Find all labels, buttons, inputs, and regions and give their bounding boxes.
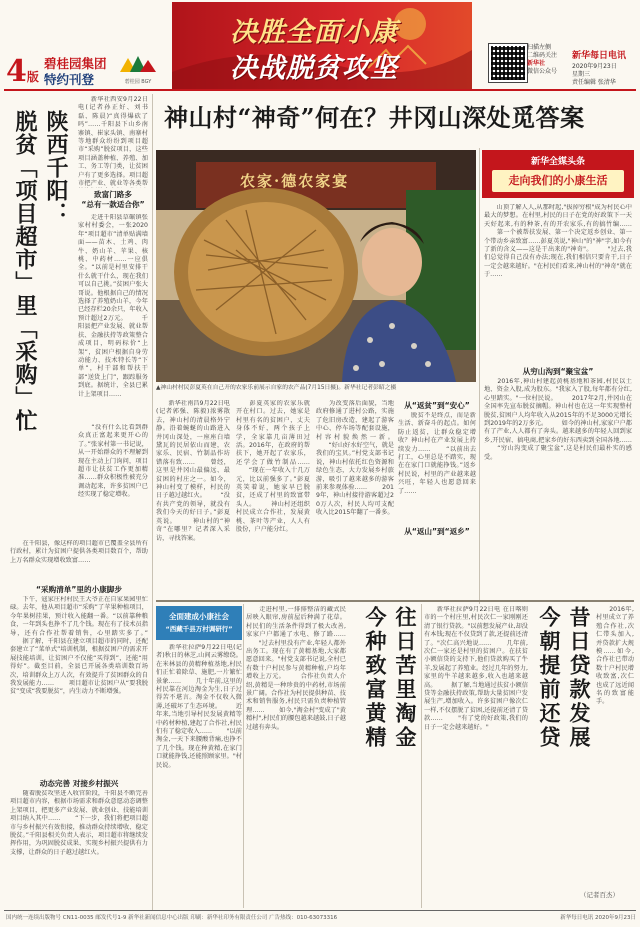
column-brand: 新华全媒头条: [530, 157, 585, 167]
left-story-body-2: “没有什么比看到群众真正富起来更开心的了。”张家村第一书记说，从一开始群众的不理解到现在主动上门询问，项目超市让扶贫工作更加精准……群众积极性被充分调动起来，许多贫困户已经实现了稳定增收。: [78, 424, 148, 499]
left-subhead-2: “采购清单”里的小康脚步: [36, 585, 122, 594]
qr-caption: 扫描左侧 二维码关注 新华社 微信公众号: [527, 44, 558, 75]
left-story-body-3: 在千阳县，像这样的项目超市已覆盖全县所有行政村，累计为贫困户提供各类项目数百个，帮助上万名群众实现增收致富……: [10, 540, 148, 564]
main-story-col-4: 脱贫不是终点，而是新生活、新奋斗的起点。如何防止返贫，让群众稳定增收？神山村在产业发展上持续发力…… “以前出去打工，心里总是不踏实，现在在家门口就能挣钱。”返乡村民说，村里的产业越来越兴旺，年轻人也愿意回来了……: [398, 412, 476, 495]
left-column-divider: [152, 94, 153, 910]
left-subhead-1: 致富门路多 “总有一款适合你”: [81, 190, 145, 209]
main-subhead-2: 从“返山”到“返乡”: [404, 527, 470, 536]
left-subhead-3: 动态完善 对接乡村振兴: [39, 779, 119, 788]
bottom-col-3: 新华社拉萨9月22日电 在日喀则市的一个村庄里,村民次仁一家刚刚还清了银行贷款。"以前想发展产业,却没有本钱;现在不仅贷到了款,还提前还清了。"次仁高兴地说…… 几年前,次仁一家还是村里的贫困户。在扶贫小额信贷的支持下,他们贷款购买了牛羊,发展起了养殖业。经过几年的努力,家里的牛羊越来越多,收入也越来越高。 据了解,当地通过扶贫小额信贷等金融扶持政策,帮助大量贫困户发展生产,增加收入。许多贫困户像次仁一样,不仅摆脱了贫困,还提前还清了贷款…… "有了党的好政策,我们的日子一定会越来越好。": [424, 606, 528, 731]
bottom-band-rule: [156, 600, 634, 602]
right-box-text-2: 2016年,神山村建起黄桃基地和茶园,村民以土地、资金入股,成为股东。"我家入了股,每年都有分红,心里踏实。"一位村民说。 2017年2月,井冈山在全国率先宣布脱贫摘帽。神山村也在这一年实现整村脱贫,贫困户人均年收入从2015年的不足3000元增长到2019年的2万多元。 如今的神山村,家家户户都有了产业,人人都有了奔头。越来越多的年轻人回到家乡,开民宿、搞电商,把家乡的好东西卖到全国各地…… “穷山沟变成了聚宝盆”,这是村民们最朴实的感受。: [484, 378, 632, 461]
column-header: [482, 150, 634, 198]
header-rule: [4, 89, 636, 91]
main-subhead-1: 从“返贫”到“安心”: [404, 401, 470, 410]
right-box-text-1: 山顶了解人人,从那时起,"拔掉穷根"成为村民心中最大的梦想。在村里,村民的日子在党的好政策下一天天好起来,有的种茶,有的开农家乐,有的搞竹编…… 第一个被帮扶发展、第一个决定返乡创业、第一个带动乡亲致富……彭夏英说,"神山"的"神"字,如今有了新的含义——这是干出来的"神奇"。 "过去,我们总觉得自己没有办法;现在,我们相信只要肯干,日子一定会越来越好。"在村民们看来,神山村的"神奇"就在于……: [484, 204, 632, 279]
vertical-title-2: 昔日贷款发展 今朝提前还贷: [537, 606, 592, 750]
bottom-col-1: 新华社拉萨9月22日电(记者)秋日的林芝,山间云雾缭绕。在米林县的黄精种植基地,村民们正忙着除草、施肥,一片繁忙景象…… 几十年前,这里的村民靠在河边淘金为生,日子过得苦不堪言。淘金不仅收入微薄,还破坏了生态环境。 近年来,当地引导村民发展黄精等中药材种植,建起了合作社,村民们有了稳定收入…… "以前淘金,一天下来腰酸背痛,也挣不了几个钱。现在种黄精,在家门口就能挣钱,还能照顾家里。"村民说。: [156, 644, 242, 769]
slogan-bottom: 决战脱贫攻坚: [230, 53, 398, 84]
footer-strip: 国内统一连续出版物号 CN11-0035 邮发代号1-9 新华社新闻信息中心出版 印刷：新华社印务有限责任公司 广告热线：010-63073316: [6, 915, 338, 921]
sponsor-name: 碧桂园集团: [44, 56, 107, 71]
bottom-col-2: 走进村里,一排排整洁的藏式民居映入眼帘,房前屋后种满了花草。村民们的生活条件得到了极大改善,家家户户都通了水电、修了路…… "过去村里没有产业,年轻人都外出务工。现在有了黄精基地,大家都愿意回来。"村党支部书记说,全村已有数十户村民参与黄精种植,户均年增收上万元。 合作社负责人介绍,黄精是一种珍贵的中药材,市场前景广阔。合作社为村民提供种苗、技术和销售服务,村民只需负责种植管理…… 如今,"淘金村"变成了"黄精村",村民们的腰包越来越鼓,日子越过越有奔头。: [246, 606, 346, 731]
main-story-col-3: 为改变落后面貌，当地政府修通了进村公路，实施了危旧房改造，建起了游客中心、停车场等配套设施，村容村貌焕然一新。 “好山好水好空气，就是我们的宝贝。”村党支部书记说，神山村依托红色资源和绿色生态，大力发展乡村旅游，吸引了越来越多的游客前来参观体验…… 2019年，神山村接待游客超过20万人次，村民人均可支配收入比2015年翻了一番多。: [316, 400, 394, 517]
main-headline: 神山村“神奇”何在？井冈山深处觅答案: [164, 103, 585, 132]
main-story-col-1: 新华社南昌9月22日电(记者郭强、陈毅)浓雾散去，神山村的清晨格外宁静。沿着蜿蜒的山路进入井冈山深处，一座座白墙黛瓦的民居依山而建，农家乐、民宿、竹制品作坊错落有致…… 曾经，这里是井冈山最偏远、最贫困的村庄之一。如今，神山村变了模样，村民的日子越过越红火。 “没有共产党的领导，就没有我们今天的好日子。”彭夏英说。 神山村的“神奇”在哪里？记者深入采访，寻找答案。: [156, 400, 230, 542]
photo-caption: ▲神山村村民彭夏英在自己开的农家乐前展示自家的农产品(7月15日摄)。新华社记者彭昭之摄: [156, 385, 397, 391]
footer-rule: [4, 910, 636, 911]
sponsor-label: 特约刊登: [44, 72, 95, 87]
bottom-col-4: 2016年,村里成立了养殖合作社,次仁带头加入,并贷款扩大规模……如今,合作社已带动数十户村民增收致富,次仁也成了远近闻名的致富能手。: [596, 606, 634, 706]
page-number: 4版: [6, 54, 39, 89]
main-story-col-2: 彭夏英家的农家乐就开在村口。过去，她家是村里有名的贫困户，丈夫身体不好，两个孩子上学，全家靠几亩薄田过活。2016年，在政府的帮扶下，她开起了农家乐，还学会了做竹制品…… “现在一年收入十几万元，比以前强多了。”彭夏英笑着说，她家早已脱贫，还成了村里的致富带头人。 神山村还组织村民成立合作社，发展黄桃、茶叶等产业，人人有股份，户户能分红。: [236, 400, 310, 534]
feature-box: [156, 606, 242, 640]
bottom-divider-1: [243, 604, 244, 908]
page-editor: 责任编辑 张清华: [572, 79, 616, 86]
left-story-body-1: 走进千阳县草碾镇张家村村委会，一张2020年“项目超市”清单贴满墙面——苗木、土鸡、肉牛、奶山羊、苹果、核桃、中药材……一应俱全。“以前是村里安排干什么就干什么，现在我们可以自己挑。”贫困户张大哥说。他根据自己的情况选择了养殖奶山羊，今年已经存栏20余只，年收入预计超过2万元。 千阳县把产业发展、就业帮扶、金融扶持等政策整合成项目，明码标价“上架”，贫困户根据自身劳动能力、技术特长等“下单”，村干部和帮扶干部“送货上门”，跟踪服务到底。据统计，全县已累计上架项目……: [78, 214, 148, 398]
wechat-qr-code[interactable]: [489, 44, 527, 82]
left-story-lead: 新华社西安9月22日电(记者孙正好、刘书磊、陈晨)“真得爆砍了吗”……千阳县下山乡南寨镇、崔家头镇、南寨村等地群众纷纷到项目超市“采购”脱贫项目，这些项目涵盖种植、养殖、加工、务工等门类，让贫困户有了更多选择。项目超市把产业、就业等各类帮: [78, 96, 148, 188]
photo-signboard: 农家·德农家宴: [240, 172, 350, 190]
column-title: 走向我们的小康生活: [492, 170, 624, 192]
sponsor-logo: 碧桂园 BGY: [116, 52, 160, 78]
page-header: [0, 0, 640, 96]
left-story-title: 陕西千阳： 脱贫「项目超市」里「采购」忙: [12, 110, 69, 432]
slogan-top: 决胜全面小康: [230, 17, 398, 48]
left-story-body-5: 随着脱贫攻坚进入收官阶段，千阳县不断完善项目超市内容，根据市场需求和群众意愿动态调整上架项目，把更多产业发展、就业创业、技能培训项目纳入其中…… “下一步，我们将把项目超市与乡村振兴有效衔接，推动群众持续增收、稳定脱贫。”千阳县相关负责人表示，项目超市将继续发挥作用，为巩固脱贫成果、实现乡村振兴提供有力支撑，让群众的日子越过越红火。: [10, 790, 148, 856]
bottom-divider-2: [421, 604, 422, 908]
feature-title-1: 全面建成小康社会: [169, 612, 229, 621]
left-story-body-4: 下午，寇家庄村村民王大爷正在自家果园里忙碌。去年，他从项目超市“采购”了苹果种植项目，今年果树挂果，预计收入能翻一番。“以前靠种粮食，一年到头也挣不了几个钱。现在有了技术员指导，还有合作社帮着销售，心里踏实多了。” 据了解，千阳县在建立项目超市的同时，还配套建立了“菜单式”培训机制，根据贫困户的需求开展技能培训，让贫困户不仅能“买得到”，还能“用得好”。截至目前，全县已开展各类培训数百场次，培训群众上万人次，有效提升了贫困群众的自我发展能力…… 项目超市让贫困户从“要我脱贫”变成“我要脱贫”，内生动力不断增强。: [10, 596, 148, 696]
right-box-divider: [479, 148, 480, 604]
feature-title-2: “西藏千县万村调研行”: [165, 625, 233, 633]
main-photo: [156, 150, 476, 382]
right-subhead-1: 从穷山沟到“聚宝盆”: [522, 367, 594, 376]
footer-credit: 新华每日电讯 2020年9月23日: [560, 915, 636, 921]
article-endnote: （记者百杰）: [580, 891, 619, 899]
issue-weekday: 星期三: [572, 71, 591, 78]
paper-name: 新华每日电讯: [572, 51, 627, 61]
issue-date: 2020年9月23日: [572, 63, 617, 70]
slogan-banner: [172, 2, 472, 90]
vertical-title-1: 往日苦里淘金 今种致富黄精: [363, 606, 418, 750]
